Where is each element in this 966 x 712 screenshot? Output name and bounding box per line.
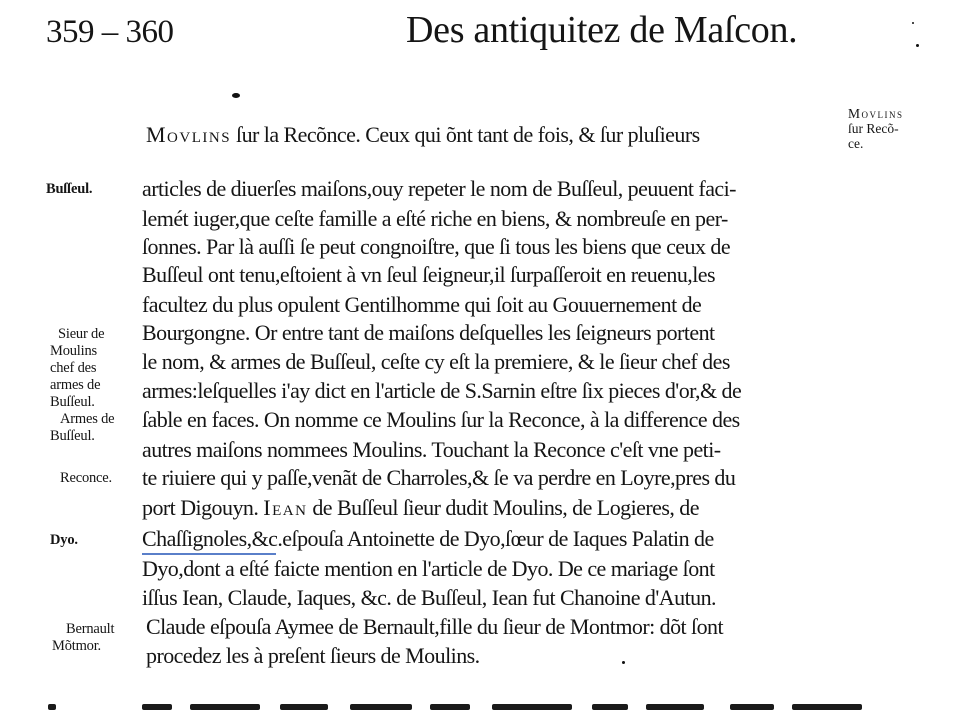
margin-note-bernault: Bernault — [66, 621, 115, 637]
text-line — [146, 122, 700, 148]
ink-speck — [912, 22, 914, 24]
margin-note-armes: Armes de — [60, 411, 115, 427]
smallcaps-word: Iean — [263, 495, 308, 520]
margin-note-sieur: Sieur de — [58, 326, 105, 342]
text-line: articles de diuerſes maiſons,ouy repeter le nom de Buſſeul, peuuent faci- — [142, 176, 736, 201]
cropped-text-line — [40, 696, 900, 710]
text-line: iſſus Iean, Claude, Iaques, &c. de Buſſeul, Iean fut Chanoine d'Autun. — [142, 585, 716, 610]
right-margin-note-line: ſur Recõ- — [848, 121, 899, 136]
margin-note-sieur: armes de — [50, 377, 101, 393]
margin-note-sieur: chef des — [50, 360, 97, 376]
text-line: te riuiere qui y paſſe,venãt de Charroles,& ſe va perdre en Loyre,pres du — [142, 465, 736, 490]
margin-note-sieur: Moulins — [50, 343, 97, 359]
text-line: Chaſſignoles,&c.eſpouſa Antoinette de Dyo,ſœur de Iaques Palatin de — [142, 526, 714, 551]
ink-speck — [916, 44, 919, 47]
text-run: port Digouyn. — [142, 495, 264, 520]
page-number: 359 – 360 — [46, 14, 174, 50]
text-line: autres maiſons nommees Moulins. Touchant la Reconce c'eſt vne peti- — [142, 437, 721, 462]
margin-note-reconce: Reconce. — [60, 470, 112, 486]
right-margin-note — [848, 106, 904, 151]
text-line: le nom, & armes de Buſſeul, ceſte cy eſt la premiere, & le ſieur chef des — [142, 349, 730, 374]
text-line: armes:leſquelles i'ay dict en l'article de S.Sarnin eſtre ſix pieces d'or,& de — [142, 378, 742, 403]
ink-speck — [622, 661, 625, 664]
text-line: procedez les à preſent ſieurs de Moulins. — [146, 643, 480, 668]
text-line: ſonnes. Par là auſſi ſe peut congnoiſtre, que ſi tous les biens que ceux de — [142, 234, 731, 259]
text-line — [142, 495, 699, 521]
right-margin-note-line: Movlins — [848, 106, 904, 121]
ink-speck — [232, 93, 240, 98]
margin-note-sieur: Buſſeul. — [50, 394, 95, 410]
running-head: Des antiquitez de Maſcon. — [406, 9, 798, 51]
text-line: ſable en faces. On nomme ce Moulins ſur la Reconce, à la difference des — [142, 407, 740, 432]
margin-note-busseul: Buſſeul. — [46, 181, 93, 197]
margin-note-motmor: Mõtmor. — [52, 638, 101, 654]
margin-note-dyo: Dyo. — [50, 532, 78, 548]
right-margin-note-line: ce. — [848, 136, 864, 151]
text-line: lemét iuger,que ceſte famille a eſté riche en biens, & nombreuſe en per- — [142, 206, 728, 231]
text-line: facultez du plus opulent Gentilhomme qui ſoit au Gouuernement de — [142, 292, 702, 317]
margin-note-armes: Buſſeul. — [50, 428, 95, 444]
hyperlink-underline[interactable] — [142, 553, 276, 555]
text-run: de Buſſeul ſieur dudit Moulins, de Logieres, de — [307, 495, 699, 520]
text-run: ſur la Recõnce. Ceux qui õnt tant de fois, & ſur pluſieurs — [231, 122, 700, 147]
text-line: Claude eſpouſa Aymee de Bernault,fille du ſieur de Montmor: dõt ſont — [146, 614, 724, 639]
smallcaps-word: Movlins — [146, 122, 232, 147]
text-line: Dyo,dont a eſté faicte mention en l'article de Dyo. De ce mariage ſont — [142, 556, 715, 581]
text-line: Bourgongne. Or entre tant de maiſons deſquelles les ſeigneurs portent — [142, 320, 715, 345]
text-line: Buſſeul ont tenu,eſtoient à vn ſeul ſeigneur,il ſurpaſſeroit en reuenu,les — [142, 262, 716, 287]
